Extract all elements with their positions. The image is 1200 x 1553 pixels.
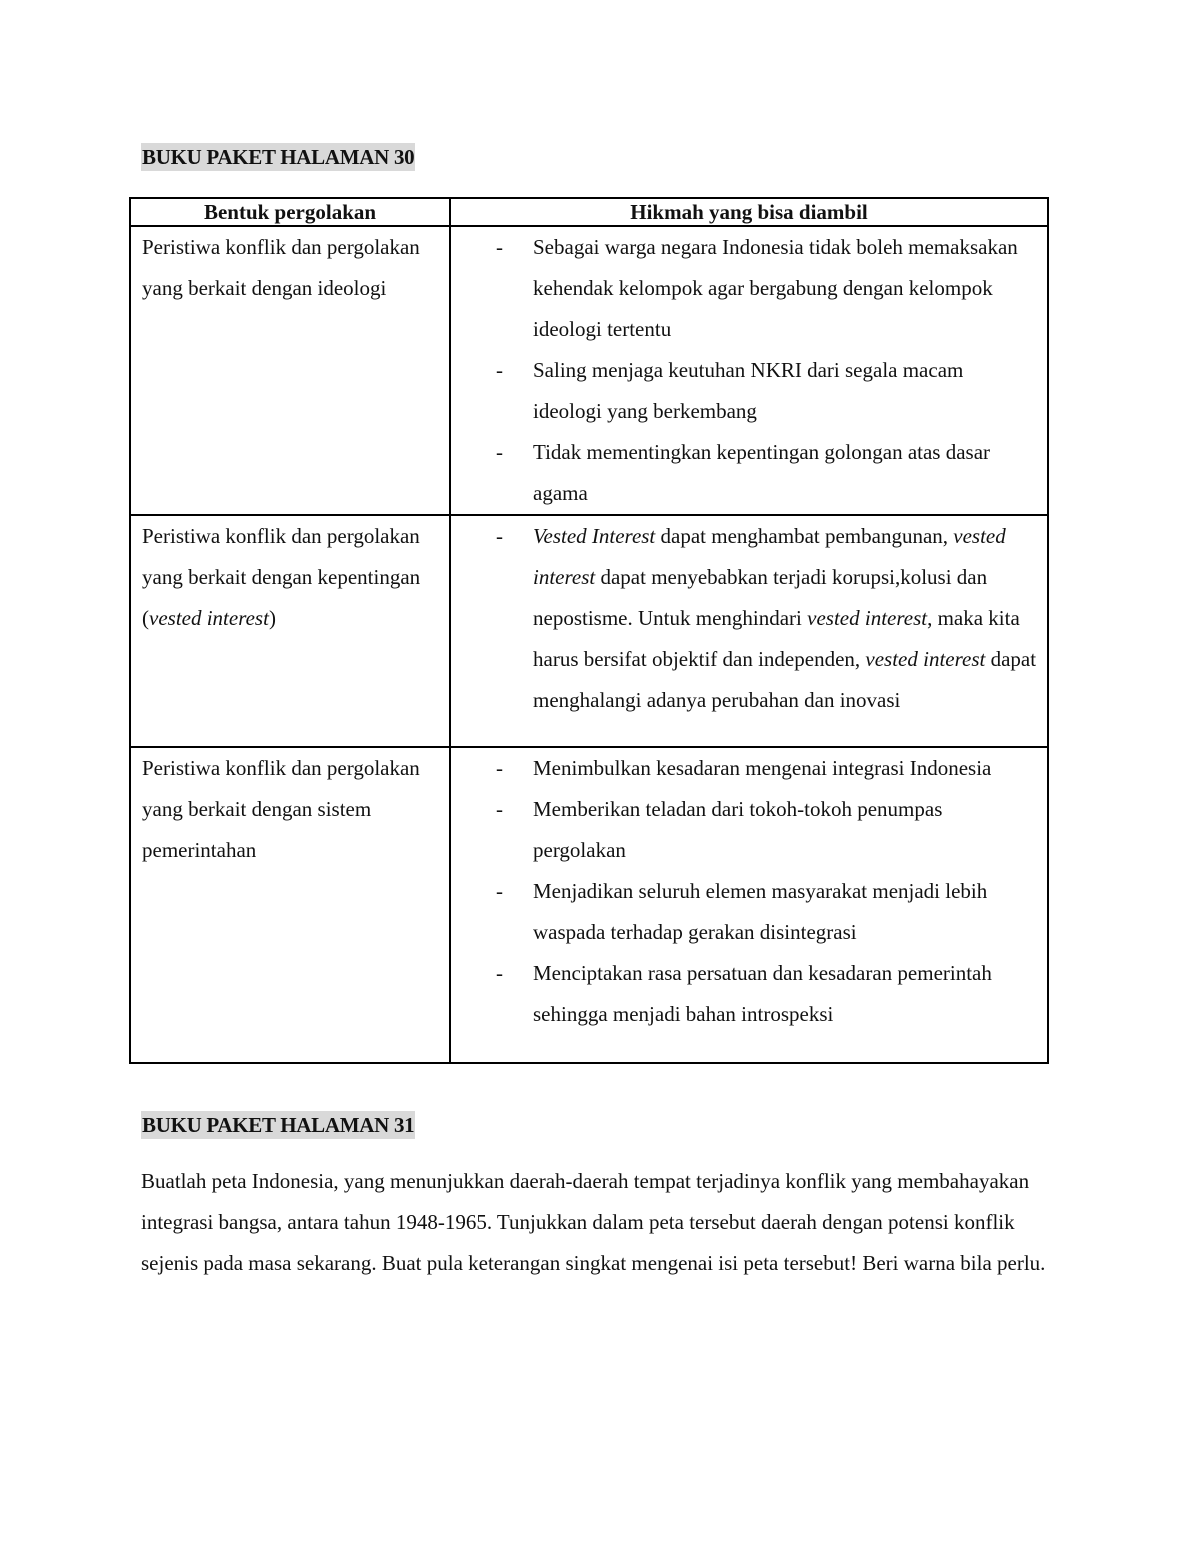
dash-bullet: - xyxy=(496,961,503,985)
hikmah-list xyxy=(496,748,1037,1035)
dash-bullet: - xyxy=(496,235,503,259)
dash-bullet: - xyxy=(496,358,503,382)
hikmah-cell xyxy=(450,515,1048,747)
dash-bullet: - xyxy=(496,797,503,821)
list-item-text: dapat menghambat pembangunan, xyxy=(655,524,954,548)
table-row xyxy=(130,747,1048,1063)
bentuk-cell: Peristiwa konflik dan pergolakan yang berkait dengan ideologi xyxy=(130,226,450,515)
dash-bullet: - xyxy=(496,756,503,780)
pergolakan-table xyxy=(129,197,1049,1064)
list-item xyxy=(496,953,1037,1035)
dash-bullet: - xyxy=(496,879,503,903)
list-item-text: Menjadikan seluruh elemen masyarakat menjadi lebih waspada terhadap gerakan disintegrasi xyxy=(533,879,988,944)
list-item-text: , maka kita harus bersifat objektif dan independen, xyxy=(533,606,1020,671)
bentuk-text: Peristiwa konflik dan pergolakan yang berkait dengan kepentingan ( xyxy=(142,524,421,630)
italic-term: vested interest xyxy=(807,606,928,630)
column-header-hikmah: Hikmah yang bisa diambil xyxy=(450,198,1048,226)
table-header-row xyxy=(130,198,1048,226)
dash-bullet: - xyxy=(496,440,503,464)
list-item-text: Menciptakan rasa persatuan dan kesadaran pemerintah sehingga menjadi bahan introspeksi xyxy=(533,961,992,1026)
bentuk-text-italic: vested interest xyxy=(149,606,269,630)
list-item-text: Saling menjaga keutuhan NKRI dari segala macam ideologi yang berkembang xyxy=(533,358,964,423)
list-item xyxy=(496,350,1037,432)
list-item xyxy=(496,227,1037,350)
section-heading: BUKU PAKET HALAMAN 31 xyxy=(142,1113,415,1137)
list-item xyxy=(496,432,1037,514)
list-item-text: dapat menghalangi adanya perubahan dan inovasi xyxy=(533,647,1037,712)
italic-term: vested interest xyxy=(533,524,1006,589)
table-row xyxy=(130,515,1048,747)
list-item-text: Memberikan teladan dari tokoh-tokoh penumpas pergolakan xyxy=(533,797,943,862)
list-item xyxy=(496,748,1037,789)
list-item xyxy=(496,871,1037,953)
list-item-text: Tidak mementingkan kepentingan golongan atas dasar agama xyxy=(533,440,991,505)
section-heading: BUKU PAKET HALAMAN 30 xyxy=(142,145,415,169)
bentuk-cell: Peristiwa konflik dan pergolakan yang berkait dengan sistem pemerintahan xyxy=(130,747,450,1063)
list-item-text: Sebagai warga negara Indonesia tidak boleh memaksakan kehendak kelompok agar bergabung dengan kelompok ideologi tertentu xyxy=(533,235,1018,341)
list-item xyxy=(496,516,1037,721)
dash-bullet: - xyxy=(496,524,503,548)
assignment-paragraph: Buatlah peta Indonesia, yang menunjukkan daerah-daerah tempat terjadinya konflik yang membahayakan integrasi bangsa, antara tahun 1948-1965. Tunjukkan dalam peta tersebut daerah dengan potensi konflik sejenis pada masa sekarang. Buat pula keterangan singkat mengenai isi peta tersebut! Beri warna bila perlu. xyxy=(141,1169,1046,1275)
hikmah-list xyxy=(496,227,1037,514)
list-item xyxy=(496,789,1037,871)
hikmah-list xyxy=(496,516,1037,721)
hikmah-cell xyxy=(450,747,1048,1063)
bentuk-text: ) xyxy=(268,606,276,630)
column-header-bentuk: Bentuk pergolakan xyxy=(130,198,450,226)
italic-term: Vested Interest xyxy=(533,524,656,548)
italic-term: vested interest xyxy=(865,647,986,671)
bentuk-cell xyxy=(130,515,450,747)
table-row xyxy=(130,226,1048,515)
list-item-text: dapat menyebabkan terjadi korupsi,kolusi dan nepostisme. Untuk menghindari xyxy=(533,565,988,630)
list-item-text: Menimbulkan kesadaran mengenai integrasi Indonesia xyxy=(533,756,992,780)
hikmah-cell xyxy=(450,226,1048,515)
